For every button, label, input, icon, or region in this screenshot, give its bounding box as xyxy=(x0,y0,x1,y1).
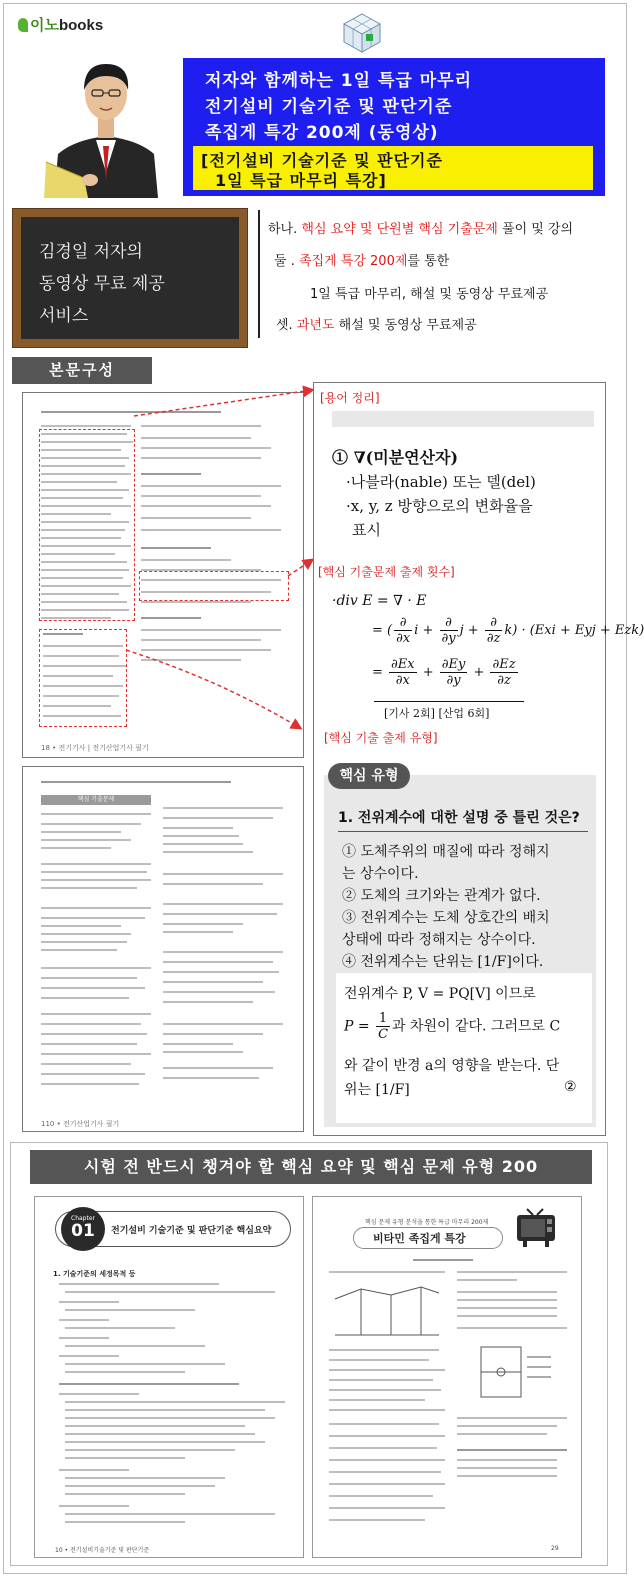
logo-books-text: books xyxy=(58,17,104,34)
feature-item-2 xyxy=(274,250,449,269)
chapter-title: 전기설비 기술기준 및 판단기준 핵심요약 xyxy=(111,1226,272,1236)
course-subtitle-line-2: 1일 특급 마무리 특강] xyxy=(215,171,387,190)
label-terms: [용어 정리] xyxy=(320,391,380,405)
feature-2-highlight: 족집게 특강 200제 xyxy=(298,254,408,269)
answer-line-4: 위는 [1/F] xyxy=(344,1082,410,1098)
feature-divider xyxy=(258,210,260,338)
page-2-section-header: 핵심 기출문제 xyxy=(41,795,151,805)
board-line-3: 서비스 xyxy=(39,306,89,326)
feature-3-highlight: 과년도 xyxy=(296,318,335,333)
summary-page xyxy=(34,1196,304,1558)
course-title-line-3: 족집게 특강 200제 (동영상) xyxy=(205,123,439,143)
course-title-line-1: 저자와 함께하는 1일 특급 마무리 xyxy=(205,71,472,91)
feature-item-1 xyxy=(268,218,573,237)
choice-4: ④ 전위계수는 단위는 [1/F]이다. xyxy=(342,954,544,970)
div-formula-line-3: = $\frac{\partial Ex}{\partial x}$ + $\frac{\partial Ey}{\partial y}$ + $\frac{\partial Ez}{\partial z}$ xyxy=(372,657,516,688)
formula-rule xyxy=(374,701,524,702)
label-count: [핵심 기출문제 출제 횟수] xyxy=(318,565,455,579)
choice-1-cont: 는 상수이다. xyxy=(342,866,419,882)
logo-text: 이노 xyxy=(30,17,59,34)
feature-1-prefix: 하나. xyxy=(268,222,302,237)
logo-mark-icon xyxy=(18,18,28,32)
feature-1-highlight: 핵심 요약 및 단원별 핵심 기출문제 xyxy=(301,222,498,237)
feature-item-2-cont xyxy=(310,283,548,302)
circuit-diagram-1 xyxy=(331,1279,443,1339)
page-1-footer: 18 • 전기기사 | 전기산업기사 필기 xyxy=(41,744,149,752)
feature-3-suffix: 해설 및 동영상 무료제공 xyxy=(334,318,477,333)
author-portrait xyxy=(44,50,168,198)
vitamin-page-footer: 29 xyxy=(551,1545,559,1552)
vitamin-top-text: 핵심 문제 유형 분석을 통한 특급 마무리 200제 xyxy=(365,1219,489,1226)
term-line-3: 표시 xyxy=(352,521,381,539)
summary-section-title: 1. 기술기준의 세정목적 등 xyxy=(53,1270,136,1278)
term-line-2: ·x, y, z 방향으로의 변화율을 xyxy=(346,497,533,515)
question-rule xyxy=(338,831,588,832)
page-2-footer: 110 • 전기산업기사 필기 xyxy=(41,1120,120,1128)
sample-page-2 xyxy=(22,766,304,1132)
term-head: ① ∇(미분연산자) xyxy=(332,448,459,467)
count-note: [기사 2회] [산업 6회] xyxy=(384,707,490,720)
connector-arrows xyxy=(0,380,320,740)
course-title-line-2: 전기설비 기술기준 및 판단기준 xyxy=(205,97,453,117)
feature-3-prefix: 셋. xyxy=(276,318,297,333)
feature-2-prefix: 둘 . xyxy=(274,254,299,269)
cube-icon xyxy=(340,10,384,54)
vitamin-title: 비타민 족집게 특강 xyxy=(373,1232,466,1245)
course-subtitle-line-1: [전기설비 기술기준 및 판단기준 xyxy=(201,151,443,170)
feature-2-cont-text: 1일 특급 마무리, 해설 및 동영상 무료제공 xyxy=(310,287,549,302)
question-text: 1. 전위계수에 대한 설명 중 틀린 것은? xyxy=(338,810,580,826)
feature-1-suffix: 풀이 및 강의 xyxy=(497,222,574,237)
chapter-number: 01 xyxy=(71,1221,95,1241)
board-line-2: 동영상 무료 제공 xyxy=(39,274,165,294)
choice-3-cont: 상태에 따라 정해지는 상수이다. xyxy=(342,932,536,948)
term-line-1: ·나블라(nable) 또는 델(del) xyxy=(346,473,536,491)
summary-page-footer: 10 • 전기설비기술기준 및 판단기준 xyxy=(55,1547,150,1554)
chalkboard-surface xyxy=(21,217,239,339)
choice-2: ② 도체의 크기와는 관계가 없다. xyxy=(342,888,541,904)
label-type: [핵심 기출 출제 유형] xyxy=(324,731,438,745)
board-line-1: 김경일 저자의 xyxy=(39,242,143,262)
circuit-diagram-2 xyxy=(461,1337,557,1407)
choice-1: ① 도체주위의 매질에 따라 정해지 xyxy=(342,844,550,860)
terms-header-bar xyxy=(332,411,594,427)
brand-logo[interactable] xyxy=(18,14,103,35)
chapter-word: Chapter xyxy=(71,1215,95,1222)
feature-item-3 xyxy=(276,314,477,333)
free-video-chalkboard xyxy=(12,208,248,348)
chapter-badge xyxy=(61,1207,105,1251)
core-summary-banner: 시험 전 반드시 챙겨야 할 핵심 요약 및 핵심 문제 유형 200 xyxy=(30,1150,592,1184)
vitamin-page xyxy=(312,1196,582,1558)
div-formula-line-2: = ( $\frac{\partial}{\partial x}$ i + $\frac{\partial}{\partial y}$ j + $\frac{\partial}{\partial z}$ k) · (Exi + Eyj + Ezk) xyxy=(372,615,644,646)
course-title-box xyxy=(183,58,605,196)
feature-2-suffix: 를 통한 xyxy=(407,254,450,269)
detail-panel xyxy=(313,382,644,1136)
section-tag-body: 본문구성 xyxy=(12,357,152,384)
div-formula-lhs: ·div E = ∇ · E xyxy=(332,593,427,609)
answer-line-1: 전위계수 P, V = PQ[V] 이므로 xyxy=(344,986,536,1002)
core-type-badge: 핵심 유형 xyxy=(328,763,410,789)
course-subtitle-box xyxy=(193,146,593,190)
television-icon xyxy=(513,1205,559,1251)
answer-mark: ② xyxy=(564,1079,577,1095)
answer-line-2: P = $\frac{1}{C}$ 과 차원이 같다. 그러므로 C xyxy=(344,1011,561,1042)
answer-line-2-rest: 과 차원이 같다. 그러므로 C xyxy=(392,1018,561,1035)
answer-line-3: 와 같이 반경 a의 영향을 받는다. 단 xyxy=(344,1058,560,1074)
choice-3: ③ 전위계수는 도체 상호간의 배치 xyxy=(342,910,550,926)
